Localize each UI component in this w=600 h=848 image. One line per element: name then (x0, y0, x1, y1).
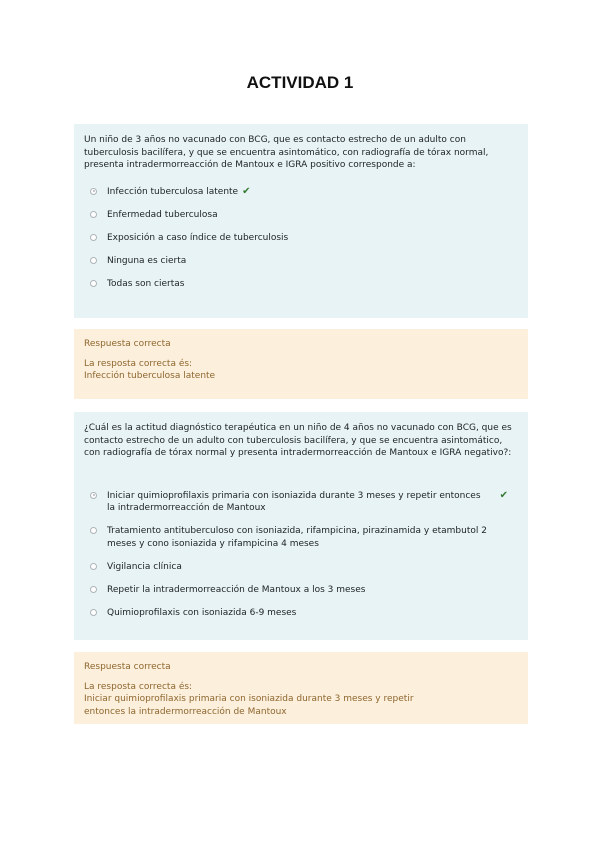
answer-label: Iniciar quimioprofilaxis primaria con isoniazida durante 3 meses y repetir entonces la intradermorreacción de Mantoux (107, 490, 481, 513)
answer-option[interactable] (84, 255, 518, 268)
feedback-intro: La resposta correcta és: (84, 681, 193, 692)
radio-button[interactable] (90, 211, 97, 218)
answer-label: Repetir la intradermorreacción de Mantoux a los 3 meses (107, 584, 366, 595)
feedback-status: Respuesta correcta (84, 662, 171, 672)
question-1-answers (84, 186, 518, 291)
radio-button[interactable] (90, 586, 97, 593)
question-2-answers (84, 490, 518, 620)
answer-option[interactable] (84, 490, 518, 515)
radio-button[interactable] (90, 563, 97, 570)
feedback-correct-answer: Infección tuberculosa latente (84, 371, 216, 381)
answer-option[interactable] (84, 525, 518, 550)
answer-option[interactable] (84, 607, 518, 620)
question-1-feedback (74, 329, 528, 399)
answer-label: Ninguna es cierta (107, 255, 187, 266)
check-icon: ✔ (242, 185, 251, 197)
answer-label: Enfermedad tuberculosa (107, 209, 218, 220)
question-2-feedback (74, 652, 528, 724)
answer-option[interactable] (84, 584, 518, 597)
answer-label: Infección tuberculosa latente ✔ (107, 185, 251, 197)
radio-button[interactable] (90, 527, 97, 534)
answer-option[interactable] (84, 186, 518, 199)
question-2-text: ¿Cuál es la actitud diagnóstico terapéutica en un niño de 4 años no vacunado con BCG, que es contacto estrecho de un adulto con tuberculosis bacilífera, y que se encuentra asintomático, con radiografía de tórax normal y presenta intradermorreacción de Mantoux e IGRA negativo?: (84, 423, 512, 458)
answer-option[interactable] (84, 561, 518, 574)
answer-label: Todas son ciertas (107, 278, 185, 289)
radio-button-selected[interactable] (90, 188, 97, 195)
answer-label: Quimioprofilaxis con isoniazida 6-9 meses (107, 607, 297, 618)
feedback-status: Respuesta correcta (84, 339, 171, 349)
answer-label: Tratamiento antituberculoso con isoniazida, rifampicina, pirazinamida y etambutol 2 meses y cono isoniazida y rifampicina 4 meses (107, 526, 487, 549)
answer-label: Exposición a caso índice de tuberculosis (107, 232, 289, 243)
answer-option[interactable] (84, 232, 518, 245)
question-2-box (74, 412, 528, 640)
question-1-text: Un niño de 3 años no vacunado con BCG, que es contacto estrecho de un adulto con tuberculosis bacilífera, y que se encuentra asintomático, con radiografía de tórax normal, presenta intradermorreacción de Mantoux e IGRA positivo corresponde a: (84, 135, 489, 170)
feedback-correct-answer: Iniciar quimioprofilaxis primaria con isoniazida durante 3 meses y repetir entonces la intradermorreacción de Mantoux (84, 694, 414, 717)
radio-button-selected[interactable] (90, 492, 97, 499)
radio-button[interactable] (90, 234, 97, 241)
answer-option[interactable] (84, 278, 518, 291)
radio-button[interactable] (90, 257, 97, 264)
question-1-box (74, 124, 528, 318)
answer-label: Vigilancia clínica (107, 561, 182, 572)
answer-option[interactable] (84, 209, 518, 222)
page-title: ACTIVIDAD 1 (246, 73, 354, 92)
radio-button[interactable] (90, 280, 97, 287)
radio-button[interactable] (90, 609, 97, 616)
feedback-intro: La resposta correcta és: (84, 358, 193, 369)
check-icon: ✔ (499, 489, 508, 501)
